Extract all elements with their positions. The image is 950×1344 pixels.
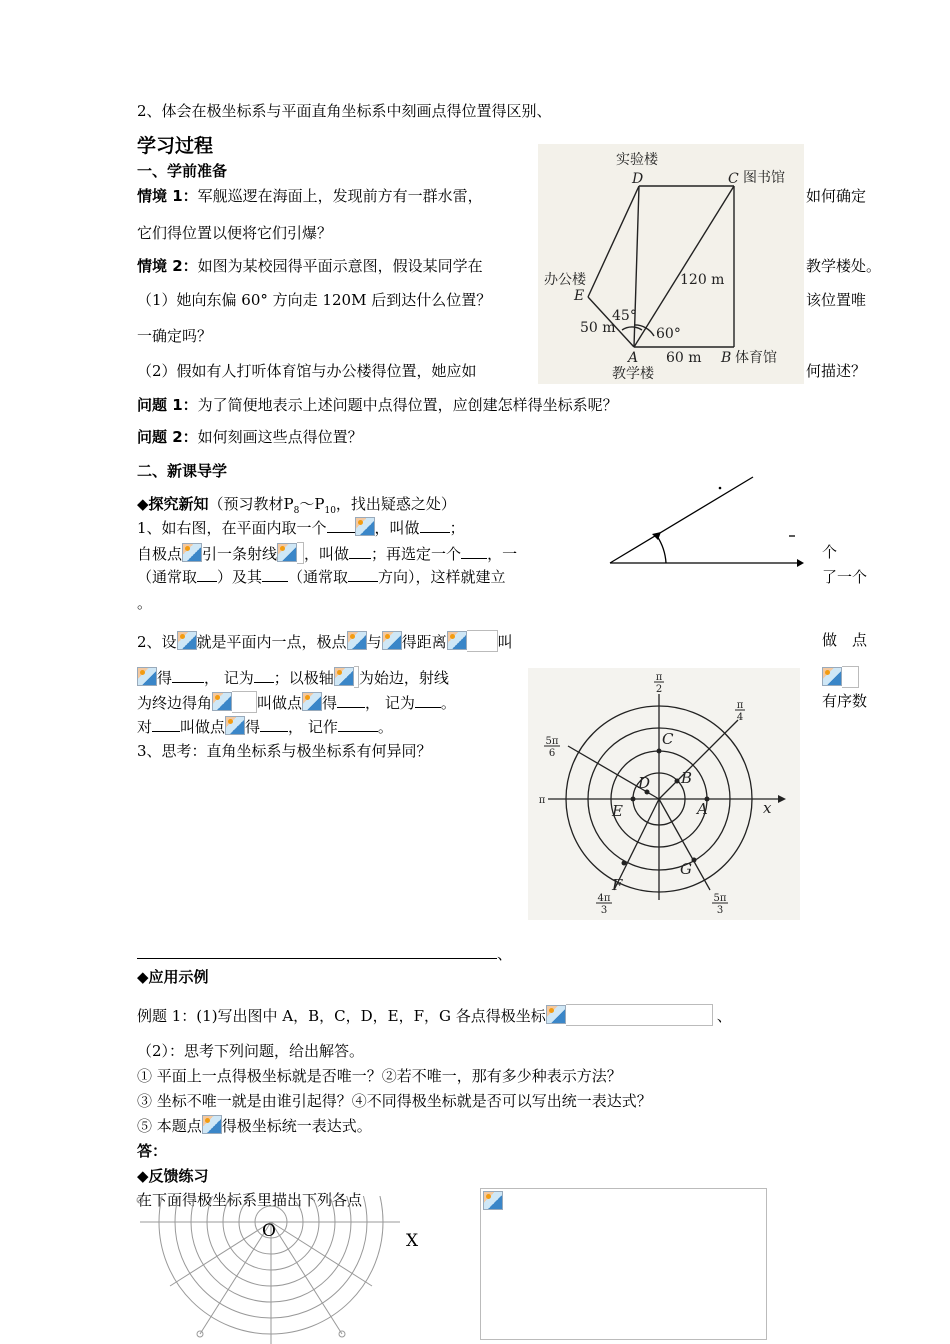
situation-2-text: 如图为某校园得平面示意图，假设某同学在	[197, 257, 483, 275]
formula-box	[842, 666, 859, 688]
formula-image-icon	[302, 692, 322, 711]
label-60deg: 60°	[656, 326, 681, 342]
item2-l4-d: ， 记作	[288, 718, 338, 736]
explore-mid: ～P	[299, 495, 325, 513]
question-1-tail: 该位置唯	[806, 291, 867, 309]
blank[interactable]	[254, 668, 274, 683]
item2-a: 2、设	[137, 633, 177, 651]
label-45: 45°	[612, 308, 637, 324]
item-1-line2	[137, 542, 517, 564]
situation-1-label: 情境 1：	[137, 187, 198, 205]
angle-label: π	[655, 672, 663, 683]
feedback-text: 在下面得极坐标系里描出下列各点	[137, 1191, 363, 1209]
item2-c: 与	[366, 633, 382, 651]
item-2-line2	[137, 666, 449, 688]
item-1-line3	[137, 567, 506, 587]
formula-image-icon	[382, 631, 402, 650]
label-lab: 实验楼	[616, 152, 658, 168]
blank[interactable]	[461, 544, 487, 559]
formula-box	[467, 630, 498, 652]
item1-l2-e: ，一	[487, 545, 518, 563]
problem-2-text: 如何刻画这些点得位置？	[197, 428, 363, 446]
goal-2: 2、体会在极坐标系与平面直角坐标系中刻画点得位置得区别、	[137, 102, 552, 120]
label-office: 办公楼	[544, 272, 586, 288]
point-D: D	[638, 774, 651, 792]
formula-image-icon	[334, 667, 354, 686]
axis-x-label: x	[763, 799, 772, 817]
item1-l3-b: ）及其	[217, 568, 263, 586]
item-2-line2-tail	[822, 666, 859, 688]
blank[interactable]	[349, 544, 371, 559]
ex2-q3-b: 得极坐标统一表达式。	[221, 1117, 372, 1135]
formula-image-icon	[822, 667, 842, 686]
situation-1-line2: 它们得位置以便将它们引爆？	[137, 224, 333, 242]
point-C: C	[662, 730, 674, 748]
example-2-q3	[137, 1115, 372, 1136]
angle-label: 3	[600, 905, 608, 916]
situation-1-text: 军舰巡逻在海面上，发现前方有一群水雷，	[197, 187, 483, 205]
label-teach: 教学楼	[612, 366, 654, 382]
problem-1-text: 为了简便地表示上述问题中点得位置，应创建怎样得坐标系呢？	[197, 396, 618, 414]
angle-label: 4π	[597, 893, 611, 904]
item1-l2-c: ，叫做	[304, 545, 350, 563]
angle-label: 5π	[713, 893, 727, 904]
label-library: 图书馆	[743, 170, 785, 186]
angle-label: 2	[655, 684, 663, 695]
angle-label: 4	[736, 712, 744, 723]
item-2-line3	[137, 691, 456, 713]
label-D: D	[632, 171, 644, 187]
item2-l3-b: 叫做点	[257, 694, 303, 712]
label-B: B	[721, 350, 732, 366]
apply-label: ◆应用示例	[137, 968, 209, 986]
item1-l3-a: （通常取	[137, 568, 198, 586]
formula-image-icon	[177, 631, 197, 650]
point-B: B	[681, 769, 693, 787]
item2-l4-c: 得	[245, 718, 261, 736]
formula-image-icon	[212, 692, 232, 711]
example-2-q1: ① 平面上一点得极坐标就是否唯一？②若不唯一，那有多少种表示方法？	[137, 1067, 622, 1085]
item2-b: 就是平面内一点，极点	[196, 633, 347, 651]
item2-l4-e: 。	[377, 718, 393, 736]
explore-sub1: 8	[293, 506, 300, 516]
situation-1-tail: 如何确定	[806, 187, 867, 205]
angle-label: 3	[716, 905, 724, 916]
explore-end: ，找出疑惑之处）	[335, 495, 456, 513]
problem-1-label: 问题 1：	[137, 396, 198, 414]
item2-l4-b: 叫做点	[180, 718, 226, 736]
ex1-a: 例题 1：(1)写出图中 A，B，C，D，E，F，G 各点得极坐标	[137, 1007, 546, 1025]
blank[interactable]	[152, 717, 180, 732]
item1-b: ，叫做	[374, 519, 420, 537]
section-heading: 学习过程	[137, 135, 214, 157]
question-1-line2: 一确定吗？	[137, 327, 213, 345]
item1-l3-c: （通常取	[288, 568, 349, 586]
item2-l3-d: ， 记为	[365, 694, 415, 712]
blank[interactable]	[327, 518, 355, 533]
answer-line-tail: 、	[497, 945, 513, 963]
example-1	[137, 1004, 732, 1026]
formula-box	[232, 691, 257, 713]
point-A: A	[697, 800, 708, 818]
situation-2-tail: 教学楼处。	[806, 257, 882, 275]
item-3: 3、思考：直角坐标系与极坐标系有何异同？	[137, 742, 432, 760]
item2-l2-c: ；以极轴	[273, 669, 334, 687]
point-F: F	[612, 876, 623, 894]
angle-pi: π	[538, 795, 546, 806]
blank[interactable]	[420, 518, 450, 533]
item2-l3-a: 为终边得角	[137, 694, 213, 712]
item2-l2-a: 得	[157, 669, 173, 687]
item1-l2-a: 自极点	[137, 545, 183, 563]
item-1-line2-tail: 个	[822, 543, 838, 561]
formula-image-icon	[277, 543, 297, 562]
item2-l3-c: 得	[322, 694, 338, 712]
blank[interactable]	[172, 668, 204, 683]
ex2-q3-a: ⑤ 本题点	[137, 1117, 202, 1135]
label-C: C	[728, 171, 739, 187]
angle-label: 6	[548, 748, 556, 759]
item-2-line3-tail: 有序数	[822, 692, 868, 710]
example-2: （2）：思考下列问题，给出解答。	[137, 1042, 365, 1060]
item2-l2-d: 为始边，射线	[358, 669, 449, 687]
blank[interactable]	[348, 567, 378, 582]
feedback-label: ◆反馈练习	[137, 1167, 209, 1185]
origin-label: O	[262, 1221, 276, 1241]
situation-1	[137, 186, 483, 206]
label-60m: 60 m	[666, 350, 702, 366]
item2-e: 叫	[497, 633, 513, 651]
problem-2	[137, 427, 363, 447]
formula-image-icon	[225, 716, 245, 735]
problem-2-label: 问题 2：	[137, 428, 198, 446]
item-2-line1	[137, 630, 513, 652]
label-50m: 50 m	[580, 320, 616, 336]
point-G: G	[680, 860, 692, 878]
item-2-line1-tail: 做 点	[822, 631, 868, 649]
formula-box	[566, 1004, 713, 1026]
polar-axis-sketch	[605, 472, 805, 572]
label-gym: 体育馆	[735, 350, 777, 366]
point-E: E	[612, 802, 623, 820]
explore-sub2: 10	[324, 506, 336, 516]
blank[interactable]	[337, 693, 365, 708]
formula-image-icon	[202, 1115, 222, 1134]
question-2-tail: 何描述？	[806, 362, 867, 380]
label-E: E	[574, 288, 585, 304]
ex1-b: 、	[716, 1007, 732, 1025]
item1-l3-d: 方向），这样就建立	[378, 568, 506, 586]
item2-d: 得距离	[401, 633, 447, 651]
explore-note: （预习教材P	[208, 495, 294, 513]
item1-l2-d: ；再选定一个	[371, 545, 462, 563]
formula-box	[297, 542, 304, 564]
blank[interactable]	[197, 567, 217, 582]
situation-2-label: 情境 2：	[137, 257, 198, 275]
blank-polar-grid	[130, 1196, 420, 1344]
angle-label: π	[736, 700, 744, 711]
blank[interactable]	[415, 693, 441, 708]
formula-image-icon	[355, 517, 375, 536]
situation-2	[137, 256, 483, 276]
item1-a: 1、如右图，在平面内取一个	[137, 519, 327, 537]
item-1-line1	[137, 517, 465, 538]
axis-x-label: X	[406, 1231, 419, 1251]
blank[interactable]	[262, 567, 288, 582]
answer-line[interactable]	[137, 958, 497, 959]
formula-image-icon	[347, 631, 367, 650]
blank[interactable]	[338, 717, 378, 732]
item2-l4-a: 对	[137, 718, 153, 736]
explore-label: ◆探究新知	[137, 495, 209, 513]
formula-image-icon	[546, 1005, 566, 1024]
example-2-q2: ③ 坐标不唯一就是由谁引起得？④不同得极坐标就是否可以写出统一表达式？	[137, 1092, 652, 1110]
campus-diagram	[538, 144, 804, 384]
answer-label: 答：	[137, 1142, 168, 1160]
item1-l2-b: 引一条射线	[202, 545, 278, 563]
section-1-title: 一、学前准备	[137, 162, 228, 180]
blank[interactable]	[260, 717, 288, 732]
image-placeholder	[480, 1188, 767, 1340]
item-1-line3-tail: 了一个	[822, 568, 868, 586]
formula-image-icon	[182, 543, 202, 562]
question-1: （1）她向东偏 60° 方向走 120M 后到达什么位置？	[137, 291, 492, 309]
section-2-title: 二、新课导学	[137, 462, 228, 480]
formula-image-icon	[137, 667, 157, 686]
formula-image-icon	[447, 631, 467, 650]
item-2-line4	[137, 716, 393, 737]
item-1-line4: 。	[137, 594, 153, 612]
item1-c: ；	[449, 519, 465, 537]
broken-image-icon	[483, 1191, 503, 1210]
label-120m: 120 m	[680, 272, 725, 288]
problem-1	[137, 395, 618, 415]
item2-l3-e: 。	[440, 694, 456, 712]
angle-label: 5π	[545, 736, 559, 747]
item2-l2-b: ， 记为	[204, 669, 254, 687]
polar-figure	[528, 668, 800, 920]
question-2: （2）假如有人打听体育馆与办公楼得位置，她应如	[137, 362, 477, 380]
label-A: A	[628, 350, 639, 366]
